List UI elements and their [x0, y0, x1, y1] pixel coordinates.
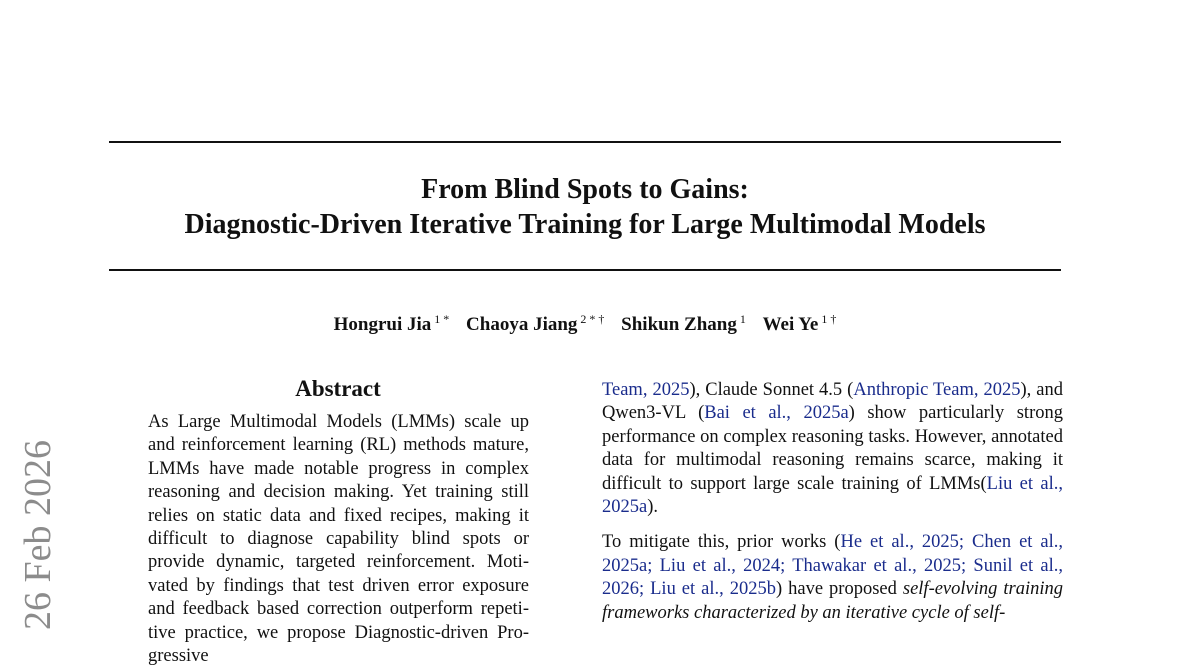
author-affiliation-marks: 1 *	[434, 312, 450, 326]
citation-link[interactable]: Bai et al., 2025a	[704, 403, 849, 424]
paper-title-line-1: From Blind Spots to Gains:	[421, 174, 749, 205]
emphasized-text: self-evolving training frameworks characterized by an iterative cycle of self-	[602, 579, 1063, 623]
paragraph-text: ).	[647, 497, 659, 518]
author-2	[466, 314, 604, 335]
paragraph-text: ) show particularly strong performance on complex reasoning tasks. However, annotated data for multimodal reasoning remains scarce, making it difficult to support large scale training of LMMs(	[602, 403, 1063, 494]
author-name: Shikun Zhang	[621, 314, 737, 336]
arxiv-date-stamp: 26 Feb 2026	[17, 440, 59, 630]
author-4	[763, 314, 837, 335]
author-affiliation-marks: 1	[739, 312, 746, 326]
paragraph-text: ), Claude Sonnet 4.5 (	[689, 380, 854, 400]
author-list	[109, 312, 1061, 336]
paragraph-text: To mitigate this, prior works (	[602, 532, 841, 553]
author-3	[621, 314, 746, 335]
author-name: Wei Ye	[762, 314, 819, 336]
citation-link[interactable]: Team, 2025	[602, 380, 690, 400]
paragraph-text: ), and Qwen3-VL (	[602, 380, 1063, 424]
paragraph-text: ) have proposed	[776, 579, 903, 600]
introduction-column	[602, 379, 1063, 625]
author-name: Chaoya Jiang	[466, 314, 578, 336]
author-name: Hongrui Jia	[333, 314, 432, 336]
author-affiliation-marks: 1 †	[821, 312, 837, 326]
abstract-text: As Large Multimodal Models (LMMs) scale up and reinforcement learning (RL) methods mature, LMMs have made notable progress in complex reasoning and decision making. Yet training still relies on static data and fixed recipes, making it difficult to diagnose capability blind spots or provide dynamic, targeted reinforcement. Motivated by findings that test driven error exposure and feedback based correction outperform repetitive practice, we propose Diagnostic-driven Progressive	[148, 412, 529, 667]
citation-link[interactable]: Liu et al., 2025a	[602, 473, 1063, 518]
abstract-heading: Abstract	[295, 376, 381, 401]
author-1	[334, 314, 450, 335]
abstract-body	[148, 411, 529, 668]
citation-link[interactable]: Anthropic Team, 2025	[853, 380, 1021, 400]
author-affiliation-marks: 2 * †	[580, 312, 605, 326]
citation-link[interactable]: He et al., 2025; Chen et al., 2025a; Liu et al., 2024; Thawakar et al., 2025; Sunil et al., 2026; Liu et al., 2025b	[602, 532, 1063, 600]
title-top-rule	[109, 141, 1061, 143]
intro-paragraph-2	[602, 531, 1063, 625]
paper-title-line-2: Diagnostic-Driven Iterative Training for Large Multimodal Models	[184, 209, 986, 240]
intro-paragraph-1	[602, 379, 1063, 519]
title-bottom-rule	[109, 269, 1061, 271]
